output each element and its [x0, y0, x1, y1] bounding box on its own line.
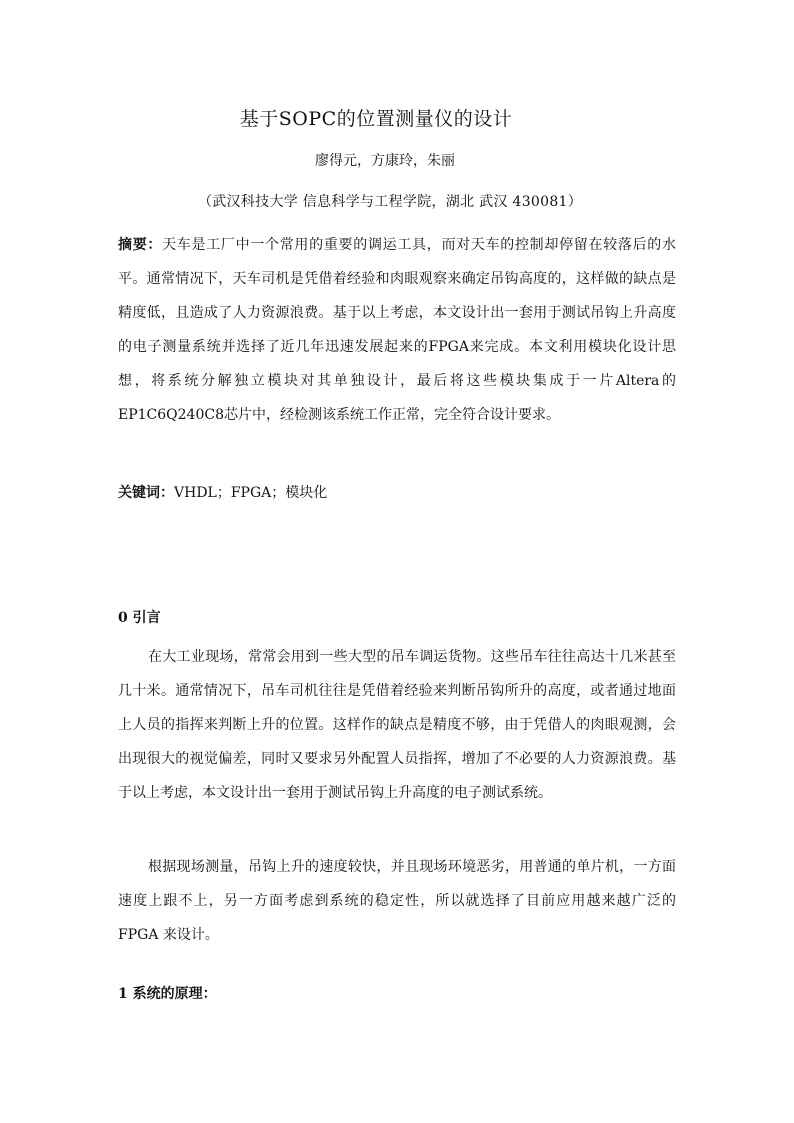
- keywords-text: VHDL；FPGA；模块化: [174, 485, 328, 501]
- paper-authors: 廖得元，方康玲，朱丽: [315, 153, 455, 169]
- section-heading-introduction: 0 引言: [118, 610, 161, 626]
- keywords: [118, 476, 676, 510]
- abstract-text: 天车是工厂中一个常用的重要的调运工具，而对天车的控制却停留在较落后的水平。通常情况下，天车司机是凭借着经验和肉眼观察来确定吊钩高度的，这样做的缺点是精度低，且造成了人力资源浪费。基于以上考虑，本文设计出一套用于测试吊钩上升高度的电子测量系统并选择了近几年迅速发展起来的FPGA来完成。本文利用模块化设计思想，将系统分解独立模块对其单独设计，最后将这些模块集成于一片Altera的EP1C6Q240C8芯片中，经检测该系统工作正常，完全符合设计要求。: [118, 237, 676, 423]
- keywords-label: 关键词：: [118, 485, 174, 501]
- abstract: [118, 228, 676, 432]
- abstract-label: 摘要：: [118, 237, 163, 253]
- paper-title: 基于SOPC的位置测量仪的设计: [239, 108, 513, 130]
- paper-affiliation: （武汉科技大学 信息科学与工程学院，湖北 武汉 430081）: [197, 194, 583, 210]
- introduction-paragraph-2: 根据现场测量，吊钩上升的速度较快，并且现场环境恶劣，用普通的单片机，一方面速度上跟不上，另一方面考虑到系统的稳定性，所以就选择了目前应用越来越广泛的 FPGA 来设计。: [118, 859, 676, 943]
- section-heading-system-principle: 1 系统的原理：: [118, 986, 217, 1002]
- introduction-paragraph-1: 在大工业现场，常常会用到一些大型的吊车调运货物。这些吊车往往高达十几米甚至几十米。通常情况下，吊车司机往往是凭借着经验来判断吊钩所升的高度，或者通过地面上人员的指挥来判断上升的位置。这样作的缺点是精度不够，由于凭借人的肉眼观测，会出现很大的视觉偏差，同时又要求另外配置人员指挥，增加了不必要的人力资源浪费。基于以上考虑，本文设计出一套用于测试吊钩上升高度的电子测试系统。: [118, 649, 676, 801]
